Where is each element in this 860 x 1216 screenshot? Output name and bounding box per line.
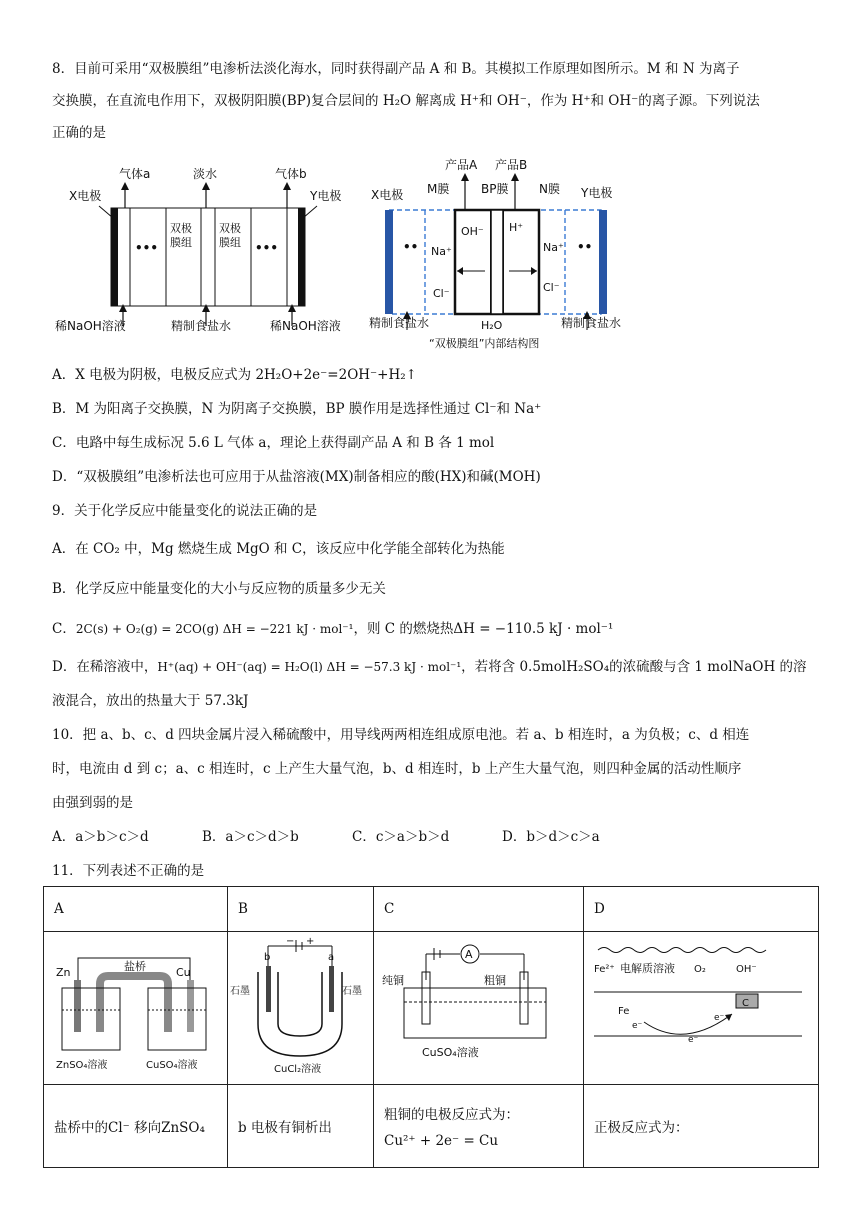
svg-text:a: a [328,952,335,963]
svg-text:b: b [264,952,271,963]
salt-bridge-cell-figure [44,932,228,1080]
dots-left: ••• [135,241,159,255]
brine-label: 精制食盐水 [171,319,232,333]
product-a-label: 产品A [445,158,478,172]
q8-option-a: A．X 电极为阴极，电极反应式为 2H₂O+2e⁻=2OH⁻+H₂↑ [52,367,417,383]
naoh-left-label: 稀NaOH溶液 [55,319,126,333]
header-c: C [374,887,584,932]
q8-option-b: B．M 为阳离子交换膜，N 为阴离子交换膜，BP 膜作用是选择性通过 Cl⁻和 Na⁺ [52,401,542,417]
q9-stem: 9．关于化学反应中能量变化的说法正确的是 [52,503,318,519]
svg-text:A: A [465,948,473,961]
dots-right: ••• [255,241,279,255]
q11-table [43,886,819,1168]
x-electrode-label-right: X电极 [371,188,404,202]
bipolar-label-1b: 膜组 [170,236,192,249]
figure-c-cell [374,932,584,1085]
text-b-cell: b 电极有铜析出 [228,1085,374,1168]
q8-option-c: C．电路中每生成标况 5.6 L 气体 a，理论上获得副产品 A 和 B 各 1 mol [52,435,495,451]
corrosion-figure [584,932,819,1080]
q9-option-b: B．化学反应中能量变化的大小与反应物的质量多少无关 [52,581,386,597]
bipolar-label-2b: 膜组 [219,236,241,249]
svg-text:CuSO₄溶液: CuSO₄溶液 [422,1046,479,1059]
caption-label: “双极膜组”内部结构图 [429,337,540,350]
brine-left-label: 精制食盐水 [369,316,430,330]
figure-a-cell [44,932,228,1085]
text-c-cell: 粗铜的电极反应式为： Cu²⁺ + 2e⁻ = Cu [374,1085,584,1168]
cl-left-label: Cl⁻ [433,287,450,300]
q8-figure-left [55,160,355,340]
svg-text:e⁻: e⁻ [632,1021,643,1031]
header-d: D [584,887,819,932]
h-label: H⁺ [509,221,524,234]
svg-text:纯铜: 纯铜 [382,974,404,987]
svg-text:C: C [742,998,749,1009]
svg-text:盐桥: 盐桥 [124,960,146,973]
figure-d-cell [584,932,819,1085]
svg-text:ZnSO₄溶液: ZnSO₄溶液 [56,1060,108,1071]
q10-stem-line1: 10．把 a、b、c、d 四块金属片浸入稀硫酸中，用导线两两相连组成原电池。若 a、b 相连时，a 为负极；c、d 相连 [52,727,750,743]
svg-text:电解质溶液: 电解质溶液 [620,962,675,975]
na-right-label: Na⁺ [543,241,564,254]
svg-text:+: + [306,936,315,947]
svg-text:−: − [286,936,295,947]
fresh-water-label: 淡水 [193,167,218,181]
text-a-cell: 盐桥中的Cl⁻ 移向ZnSO₄ [44,1085,228,1168]
y-electrode-label: Y电极 [310,189,342,203]
svg-text:CuSO₄溶液: CuSO₄溶液 [146,1060,198,1071]
copper-refining-figure [374,932,584,1080]
svg-text:石墨: 石墨 [342,986,362,997]
svg-text:Fe²⁺: Fe²⁺ [594,964,615,975]
svg-text:O₂: O₂ [694,964,706,975]
q10-stem-line3: 由强到弱的是 [52,795,133,811]
bipolar-label-2a: 双极 [219,222,241,235]
svg-text:石墨: 石墨 [230,986,250,997]
gas-a-label: 气体a [119,167,151,181]
q8-stem-line2: 交换膜，在直流电作用下，双极阴阳膜(BP)复合层间的 H₂O 解离成 H⁺和 OH⁻，作为 H⁺和 OH⁻的离子源。下列说法 [52,93,760,109]
q9-option-a: A．在 CO₂ 中，Mg 燃烧生成 MgO 和 C，该反应中化学能全部转化为热能 [52,541,505,557]
q10-stem-line2: 时，电流由 d 到 c；a、c 相连时，c 上产生大量气泡，b、d 相连时，b 上产生大量气泡，则四种金属的活动性顺序 [52,761,742,777]
n-membrane-label: N膜 [539,182,560,196]
na-left-label: Na⁺ [431,245,452,258]
h2o-label: H₂O [481,319,503,332]
brine-right-label: 精制食盐水 [561,316,622,330]
header-a: A [44,887,228,932]
q10-option-b: B．a＞c＞d＞b [202,829,299,845]
q9-option-d-line2: 液混合，放出的热量大于 57.3kJ [52,693,249,709]
q9-option-d: D．在稀溶液中，H⁺(aq) + OH⁻(aq) = H₂O(l) ΔH = −57.3 kJ · mol⁻¹，若将含 0.5molH₂SO₄的浓硫酸与含 1 molNaOH 的溶 [52,659,807,675]
header-b: B [228,887,374,932]
product-b-label: 产品B [495,158,528,172]
text-d-cell: 正极反应式为： [584,1085,819,1168]
q10-option-c: C．c＞a＞b＞d [352,829,450,845]
figure-b-cell [228,932,374,1085]
gas-b-label: 气体b [275,167,307,181]
svg-text:e⁻: e⁻ [688,1035,699,1045]
x-electrode-label: X电极 [69,189,102,203]
q10-option-a: A．a＞b＞c＞d [52,829,149,845]
q8-figure-right [365,155,630,355]
svg-text:粗铜: 粗铜 [484,974,506,987]
electrolysis-u-tube-figure [228,932,374,1080]
svg-text:CuCl₂溶液: CuCl₂溶液 [274,1064,322,1075]
svg-text:e⁻: e⁻ [714,1013,725,1023]
svg-text:Zn: Zn [56,966,71,979]
svg-text:••: •• [403,240,419,254]
naoh-right-label: 稀NaOH溶液 [270,319,341,333]
svg-text:OH⁻: OH⁻ [736,964,757,975]
bp-membrane-label: BP膜 [481,182,509,196]
q8-stem-line1: 8．目前可采用“双极膜组”电渗析法淡化海水，同时获得副产品 A 和 B。其模拟工作原理如图所示。M 和 N 为离子 [52,61,740,77]
cl-right-label: Cl⁻ [543,281,560,294]
q8-option-d: D．“双极膜组”电渗析法也可应用于从盐溶液(MX)制备相应的酸(HX)和碱(MOH) [52,469,541,485]
svg-text:Cu: Cu [176,966,191,979]
bipolar-label-1a: 双极 [170,222,192,235]
q9-option-c: C．2C(s) + O₂(g) = 2CO(g) ΔH = −221 kJ · mol⁻¹，则 C 的燃烧热ΔH = −110.5 kJ · mol⁻¹ [52,621,614,637]
q11-stem: 11．下列表述不正确的是 [52,863,205,879]
svg-text:Fe: Fe [618,1006,630,1017]
m-membrane-label: M膜 [427,182,450,196]
oh-label: OH⁻ [461,225,484,238]
q8-stem-line3: 正确的是 [52,125,106,141]
svg-text:••: •• [577,240,593,254]
q10-option-d: D．b＞d＞c＞a [502,829,600,845]
y-electrode-label-right: Y电极 [581,186,613,200]
